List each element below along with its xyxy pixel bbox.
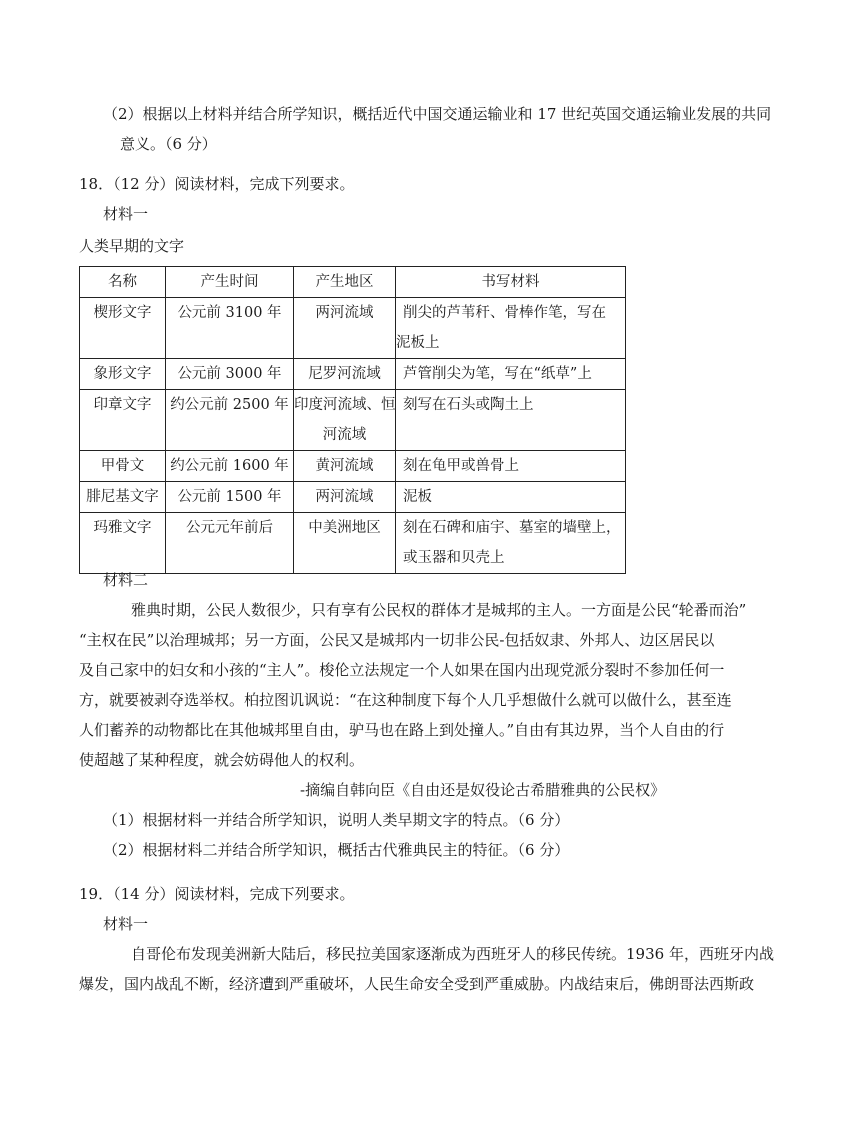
table-row: [80, 298, 626, 359]
cell-region: 两河流域: [294, 482, 396, 513]
q17-question-2-line2: 意义。（6 分）: [120, 135, 217, 153]
table-row: [80, 390, 626, 451]
cell-region: 黄河流域: [294, 451, 396, 482]
cell-name: 玛雅文字: [80, 513, 166, 574]
header-name: 名称: [80, 267, 166, 298]
material2-line: 使超越了某种程度，就会妨碍他人的权利。: [79, 751, 365, 769]
cell-region: [294, 390, 396, 451]
cell-material: 泥板: [396, 482, 626, 513]
cell-material: 刻写在石头或陶土上: [396, 390, 626, 451]
q18-question-2: （2）根据材料二并结合所学知识，概括古代雅典民主的特征。（6 分）: [103, 841, 570, 859]
q18-question-1: （1）根据材料一并结合所学知识，说明人类早期文字的特点。（6 分）: [103, 811, 570, 829]
cell-region: 尼罗河流域: [294, 359, 396, 390]
table-header-row: [80, 267, 626, 298]
cell-region-line1: 印度河流域、恒: [294, 397, 396, 413]
cell-material-line1: 削尖的芦苇秆、骨棒作笔，写在: [403, 305, 606, 321]
q19-heading: 19．（14 分）阅读材料，完成下列要求。: [79, 885, 355, 903]
cell-time: 公元元年前后: [166, 513, 294, 574]
table-row: [80, 482, 626, 513]
cell-material-line2: 泥板上: [396, 335, 440, 351]
cell-region-line2: 河流域: [322, 427, 367, 443]
cell-time: 约公元前 2500 年: [166, 390, 294, 451]
material2-line: 方，就要被剥夺选举权。柏拉图讥讽说：“在这种制度下每个人几乎想做什么就可以做什么，甚至连: [79, 691, 732, 709]
cell-region: 中美洲地区: [294, 513, 396, 574]
material2-line: 及自己家中的妇女和小孩的“主人”。梭伦立法规定一个人如果在国内出现党派分裂时不参加任何一: [79, 661, 725, 679]
material2-line: 雅典时期，公民人数很少，只有享有公民权的群体才是城邦的主人。一方面是公民“轮番而治”: [131, 601, 747, 619]
q19-material1-label: 材料一: [103, 915, 149, 933]
q18-material2-label: 材料二: [103, 571, 149, 589]
cell-material: 芦管削尖为笔，写在“纸草”上: [396, 359, 626, 390]
q19-material1-line: 自哥伦布发现美洲新大陆后，移民拉美国家逐渐成为西班牙人的移民传统。1936 年，西班牙内战: [131, 945, 774, 963]
cell-name: 楔形文字: [80, 298, 166, 359]
q19-material1-line: 爆发，国内战乱不断，经济遭到严重破坏，人民生命安全受到严重威胁。内战结束后，佛朗哥法西斯政: [79, 975, 755, 993]
cell-name: 象形文字: [80, 359, 166, 390]
cell-material-line1: 刻在石碑和庙宇、墓室的墙壁上，: [403, 520, 621, 536]
cell-time: 公元前 1500 年: [166, 482, 294, 513]
q18-heading: 18．（12 分）阅读材料，完成下列要求。: [79, 175, 355, 193]
header-material: 书写材料: [396, 267, 626, 298]
table-row: [80, 359, 626, 390]
cell-time: 公元前 3100 年: [166, 298, 294, 359]
header-time: 产生时间: [166, 267, 294, 298]
cell-region: 两河流域: [294, 298, 396, 359]
cell-name: 印章文字: [80, 390, 166, 451]
cell-material: 刻在龟甲或兽骨上: [396, 451, 626, 482]
cell-name: 甲骨文: [80, 451, 166, 482]
q18-material1-label: 材料一: [103, 205, 149, 223]
cell-name: 腓尼基文字: [80, 482, 166, 513]
table-row: [80, 451, 626, 482]
cell-material: [396, 513, 626, 574]
material2-line: 人们蓄养的动物都比在其他城邦里自由，驴马也在路上到处撞人。”自由有其边界，当个人自由的行: [79, 721, 725, 739]
header-region: 产生地区: [294, 267, 396, 298]
cell-time: 公元前 3000 年: [166, 359, 294, 390]
material2-source: -摘编自韩向臣《自由还是奴役论古希腊雅典的公民权》: [300, 781, 666, 799]
early-scripts-table: [79, 266, 626, 574]
material2-line: “主权在民”以治理城邦；另一方面，公民又是城邦内一切非公民-包括奴隶、外邦人、边区居民以: [79, 631, 715, 649]
table-title: 人类早期的文字: [79, 237, 185, 255]
q17-question-2-line1: （2）根据以上材料并结合所学知识，概括近代中国交通运输业和 17 世纪英国交通运输业发展的共同: [103, 105, 772, 123]
cell-material-line2: 或玉器和贝壳上: [403, 550, 505, 566]
cell-time: 约公元前 1600 年: [166, 451, 294, 482]
table-row: [80, 513, 626, 574]
cell-material: [396, 298, 626, 359]
